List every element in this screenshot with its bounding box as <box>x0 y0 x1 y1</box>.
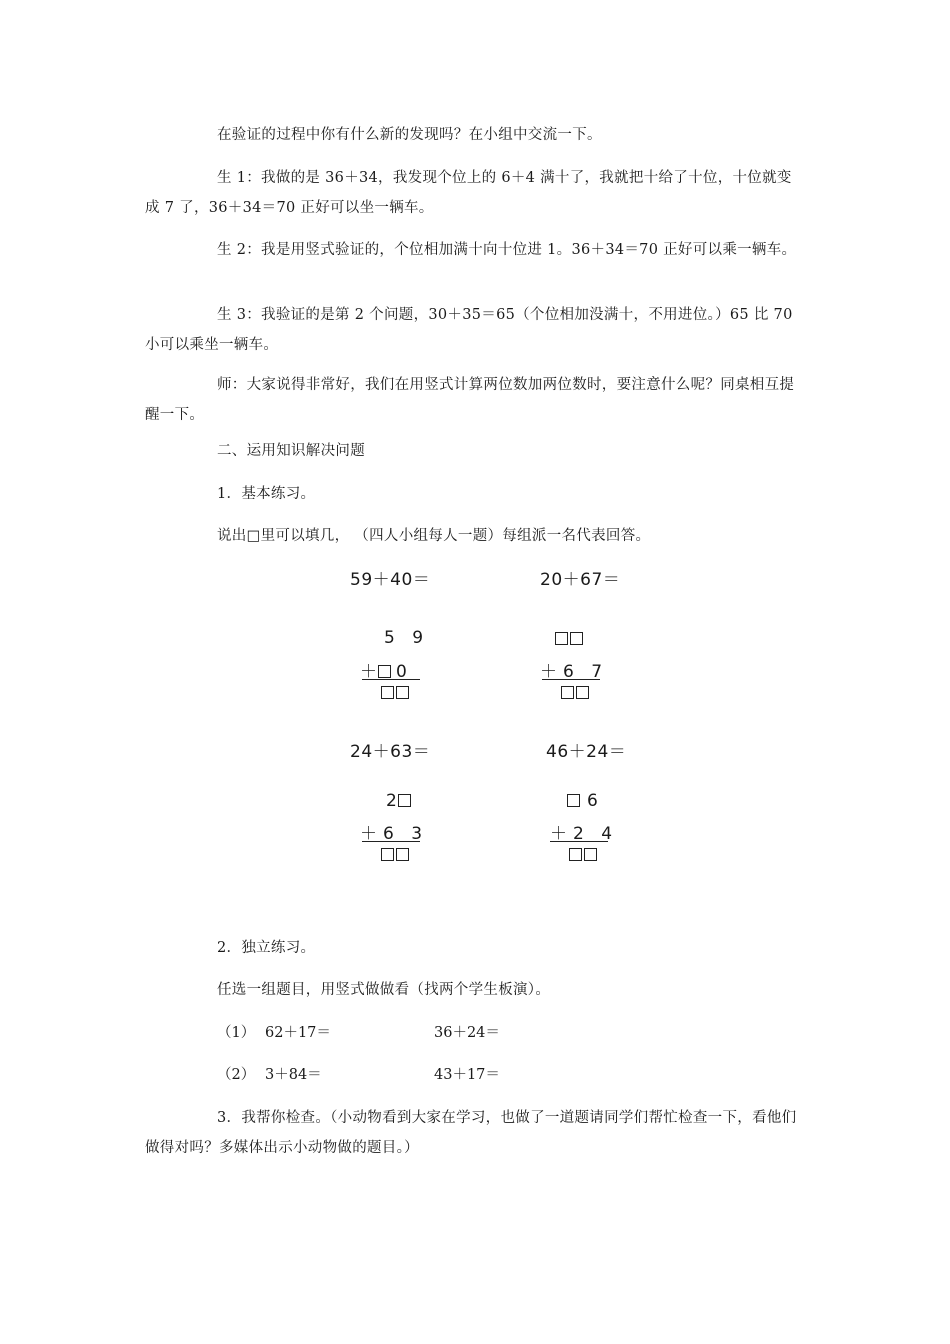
problem-2 <box>530 565 660 715</box>
paragraph-teacher: 师：大家说得非常好，我们在用竖式计算两位数加两位数时，要注意什么呢？同桌相互提醒一下。 <box>145 377 795 423</box>
problem-4-second-operand: ＋ 2 4 <box>550 824 619 844</box>
problem-2-answer-boxes <box>560 683 590 703</box>
subsection-basic-practice: 1．基本练习。 <box>217 486 316 502</box>
paragraph-student-1: 生 1：我做的是 36＋34，我发现个位上的 6＋4 满十了，我就把十给了十位，十位就变成 7 了，36＋34＝70 正好可以坐一辆车。 <box>145 170 792 216</box>
problem-1-top-operand: 5 9 <box>384 628 430 648</box>
problem-3-equation: 24＋63＝ <box>350 742 431 762</box>
problem-3 <box>340 737 470 887</box>
problem-2-top-boxes <box>554 629 584 649</box>
problem-4-top-operand: 6 <box>566 791 598 811</box>
problem-1-second-operand: ＋ 0 <box>360 662 407 682</box>
problem-3-answer-boxes <box>380 845 410 865</box>
vertical-addition-figure <box>340 565 640 885</box>
sum-line <box>542 679 600 680</box>
paragraph-student-3: 生 3：我验证的是第 2 个问题，30＋35＝65（个位相加没满十，不用进位。）65 比 70 小可以乘坐一辆车。 <box>145 307 793 353</box>
problem-1 <box>340 565 470 715</box>
subsection-independent-practice: 2．独立练习。 <box>217 940 316 956</box>
problem-3-second-operand: ＋ 6 3 <box>360 824 429 844</box>
paragraph-choose-group: 任选一组题目，用竖式做做看（找两个学生板演）。 <box>217 982 551 998</box>
section-heading-apply: 二、运用知识解决问题 <box>217 443 365 459</box>
problem-1-answer-boxes <box>380 683 410 703</box>
problem-4-answer-boxes <box>568 845 598 865</box>
problem-3-top-operand: 2 <box>386 791 412 811</box>
paragraph-fill-boxes-instruction: 说出□里可以填几， （四人小组每人一题）每组派一名代表回答。 <box>217 528 651 544</box>
sum-line <box>362 841 420 842</box>
sum-line <box>550 841 608 842</box>
document-page: 在验证的过程中你有什么新的发现吗？在小组中交流一下。 生 1：我做的是 36＋34，我发现个位上的 6＋4 满十了，我就把十给了十位，十位就变成 7 了，36＋34＝70 正好可以坐一辆车。 生 2：我是用竖式验证的，个位相加满十向十位进 1。36＋34＝70 正好可以乘一辆车。 生 3：我验证的是第 2 个问题，30＋35＝65（个位相加没满十，不用进位。）65 比 70 小可以乘坐一辆车。 师：大家说得非常好，我们在用竖式计算两位数加两位数时，要注意什么呢？同桌相互提醒一下。 二、运用知识解决问题 1．基本练习。 说出□里可以填几， （四人小组每人一题）每组派一名代表回答。 59＋40＝ 5 9 ＋ 0 20＋67＝ ＋ 6 7 24＋63＝ 2 ＋ 6 3 46＋24＝ 6 ＋ 2 4 2．独立练习。 任选一组题目，用竖式做做看（找两个学生板演）。 （1） 62＋17＝ 36＋24＝ （2） 3＋84＝ 43＋17＝ 3．我帮你检查。（小动物看到大家在学习，也做了一道题请同学们帮忙检查一下，看他们做得对吗？多媒体出示小动物做的题目。） <box>0 0 950 1344</box>
problem-2-equation: 20＋67＝ <box>540 570 621 590</box>
problem-4-equation: 46＋24＝ <box>546 742 627 762</box>
blank-box <box>378 665 391 678</box>
problem-4 <box>536 737 666 887</box>
paragraph-help-check: 3．我帮你检查。（小动物看到大家在学习，也做了一道题请同学们帮忙检查一下，看他们做得对吗？多媒体出示小动物做的题目。） <box>145 1110 797 1156</box>
problem-1-equation: 59＋40＝ <box>350 570 431 590</box>
sum-line <box>362 679 420 680</box>
paragraph-discovery-prompt: 在验证的过程中你有什么新的发现吗？在小组中交流一下。 <box>217 127 602 143</box>
paragraph-student-2: 生 2：我是用竖式验证的，个位相加满十向十位进 1。36＋34＝70 正好可以乘一辆车。 <box>217 242 797 258</box>
problem-2-second-operand: ＋ 6 7 <box>540 662 609 682</box>
